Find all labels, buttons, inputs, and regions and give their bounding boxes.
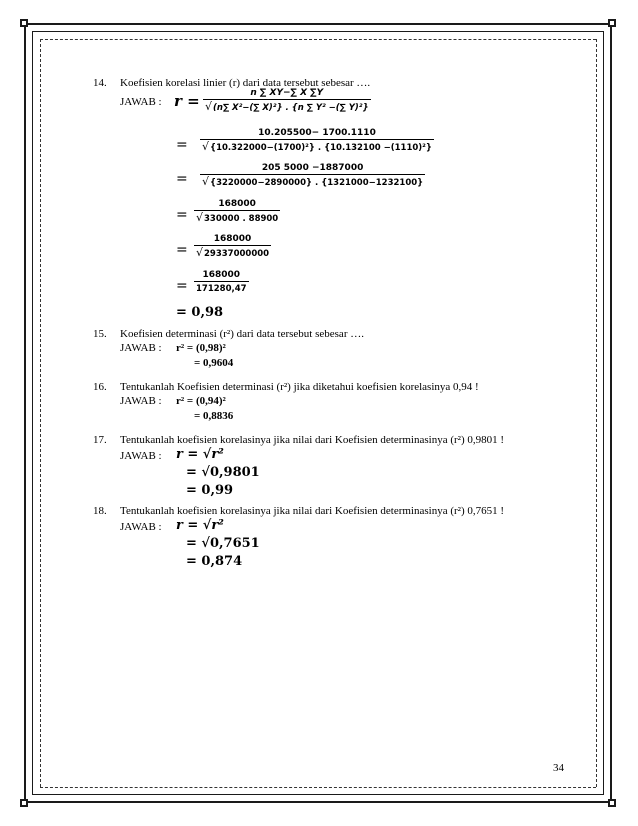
q17-line2: = √0,9801: [186, 465, 260, 480]
q15-number: 15.: [93, 328, 107, 340]
q14-step2-equals: =: [176, 171, 188, 187]
q14-formula-denominator: √ (n∑ X²−(∑ X)²} . {n ∑ Y² −(∑ Y)²}: [203, 99, 371, 114]
q16-number: 16.: [93, 381, 107, 393]
q14-number: 14.: [93, 77, 107, 89]
q14-step4-denominator: √ 29337000000: [194, 245, 271, 260]
q14-step4-numerator: 168000: [213, 234, 252, 244]
q18-line2: = √0,7651: [186, 536, 260, 551]
q14-step5-equals: =: [176, 278, 188, 294]
q14-step3-denominator: √ 330000 . 88900: [194, 210, 280, 225]
q16-line2: = 0,8836: [194, 410, 234, 422]
q14-step4-equals: =: [176, 242, 188, 258]
q14-step5-numerator: 168000: [202, 270, 241, 280]
q14-step1: [200, 128, 434, 154]
q18-line3: = 0,874: [186, 554, 243, 569]
q16-question: Tentukanlah Koefisien determinasi (r²) jika diketahui koefisien korelasinya 0,94 !: [120, 381, 479, 393]
q18-number: 18.: [93, 505, 107, 517]
q14-step3: [194, 199, 280, 225]
q15-line1: r² = (0,98)²: [176, 342, 226, 354]
q18-jawab: JAWAB :: [120, 521, 162, 533]
q14-jawab: JAWAB :: [120, 96, 162, 108]
q14-r-label: r =: [174, 92, 200, 110]
q17-line3: = 0,99: [186, 483, 234, 498]
q14-step1-denominator: √ {10.322000−(1700)²} . {10.132100 −(1110)²}: [200, 139, 434, 154]
q17-line1: r = √r²: [176, 447, 224, 462]
q18-question: Tentukanlah koefisien korelasinya jika nilai dari Koefisien determinasinya (r²) 0,7651 !: [120, 505, 505, 517]
q14-step5: [194, 270, 249, 295]
q15-jawab: JAWAB :: [120, 342, 162, 354]
q14-step1-numerator: 10.205500− 1700.1110: [258, 128, 376, 138]
q14-step2-numerator: 205 5000 −1887000: [261, 163, 364, 173]
q15-line2: = 0,9604: [194, 357, 234, 369]
q14-step3-equals: =: [176, 207, 188, 223]
q14-question: Koefisien korelasi linier (r) dari data tersebut sebesar ….: [120, 77, 371, 89]
q14-result: = 0,98: [176, 305, 224, 320]
q14-formula: [203, 88, 371, 114]
q16-jawab: JAWAB :: [120, 395, 162, 407]
q14-step2: [200, 163, 425, 189]
q17-question: Tentukanlah koefisien korelasinya jika nilai dari Koefisien determinasinya (r²) 0,9801 !: [120, 434, 505, 446]
q14-step3-numerator: 168000: [218, 199, 256, 209]
q14-step4: [194, 234, 271, 260]
q14-formula-numerator: n ∑ XY−∑ X ∑Y: [250, 88, 324, 98]
q17-number: 17.: [93, 434, 107, 446]
q14-step2-denominator: √ {3220000−2890000} . {1321000−1232100}: [200, 174, 425, 189]
page-number: 34: [553, 762, 564, 774]
q15-question: Koefisien determinasi (r²) dari data tersebut sebesar ….: [120, 328, 364, 340]
q17-jawab: JAWAB :: [120, 450, 162, 462]
q14-step1-equals: =: [176, 137, 188, 153]
q18-line1: r = √r²: [176, 518, 224, 533]
q14-step5-denominator: 171280,47: [194, 281, 249, 295]
q16-line1: r² = (0,94)²: [176, 395, 226, 407]
